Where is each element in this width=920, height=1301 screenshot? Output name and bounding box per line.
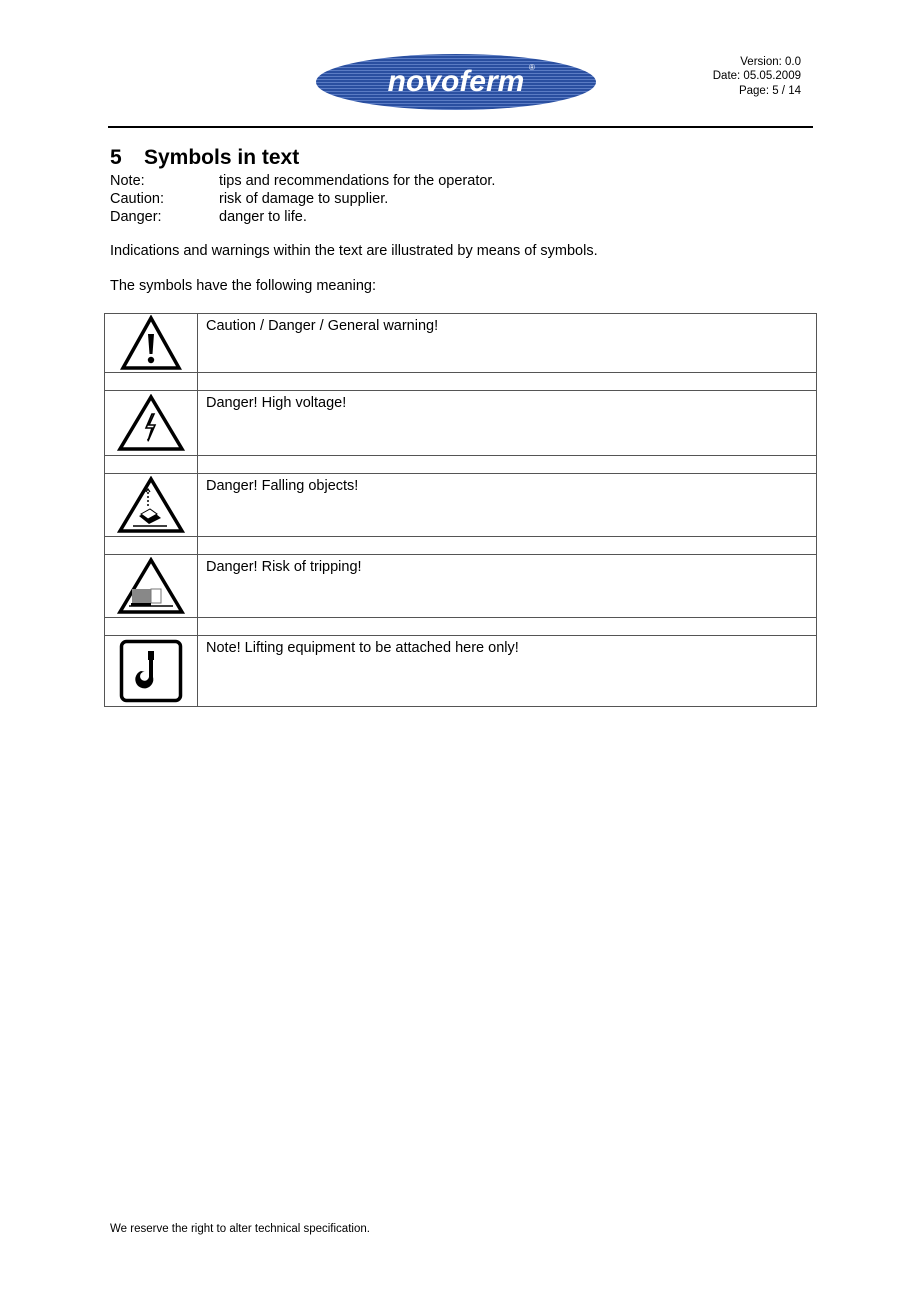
table-row — [105, 636, 817, 707]
section-title: Symbols in text — [144, 146, 300, 169]
table-row — [105, 537, 817, 555]
table-row — [105, 618, 817, 636]
icon-cell — [105, 391, 198, 456]
meaning-paragraph: The symbols have the following meaning: — [110, 278, 376, 294]
general-warning-icon — [105, 315, 197, 371]
symbol-description: Note! Lifting equipment to be attached here only! — [198, 636, 817, 707]
document-meta — [713, 55, 801, 98]
definition-row — [110, 190, 495, 208]
definition-desc: tips and recommendations for the operator. — [219, 173, 496, 189]
tripping-hazard-icon — [105, 557, 197, 615]
icon-cell — [105, 636, 198, 707]
page-label: Page: 5 / 14 — [738, 84, 801, 97]
svg-text:®: ® — [529, 63, 535, 72]
definition-desc: risk of damage to supplier. — [219, 191, 389, 207]
header-divider — [108, 126, 813, 128]
definition-list — [110, 172, 495, 226]
table-row — [105, 373, 817, 391]
high-voltage-icon — [105, 394, 197, 452]
definition-desc: danger to life. — [219, 209, 307, 225]
definition-row — [110, 208, 495, 226]
definition-row — [110, 172, 495, 190]
definition-term: Danger: — [110, 209, 162, 225]
falling-objects-icon — [105, 476, 197, 534]
symbols-table — [104, 313, 817, 707]
icon-cell — [105, 555, 198, 618]
date-label: Date: 05.05.2009 — [712, 70, 801, 83]
symbol-description: Danger! Risk of tripping! — [198, 555, 817, 618]
definition-term: Caution: — [110, 191, 165, 207]
symbol-description: Caution / Danger / General warning! — [198, 314, 817, 373]
intro-paragraph: Indications and warnings within the text are illustrated by means of symbols. — [110, 243, 598, 259]
logo-wordmark: novoferm — [387, 65, 525, 98]
table-row — [105, 555, 817, 618]
table-row — [105, 474, 817, 537]
lifting-hook-icon — [105, 639, 197, 703]
novoferm-logo — [315, 53, 597, 111]
table-row — [105, 391, 817, 456]
icon-cell — [105, 314, 198, 373]
footer-note: We reserve the right to alter technical specification. — [110, 1223, 370, 1235]
symbol-description: Danger! Falling objects! — [198, 474, 817, 537]
definition-term: Note: — [110, 173, 145, 189]
symbol-description: Danger! High voltage! — [198, 391, 817, 456]
table-row — [105, 314, 817, 373]
section-number: 5 — [110, 146, 122, 169]
version-label: Version: 0.0 — [740, 56, 801, 68]
icon-cell — [105, 474, 198, 537]
table-row — [105, 456, 817, 474]
section-heading — [110, 146, 299, 170]
